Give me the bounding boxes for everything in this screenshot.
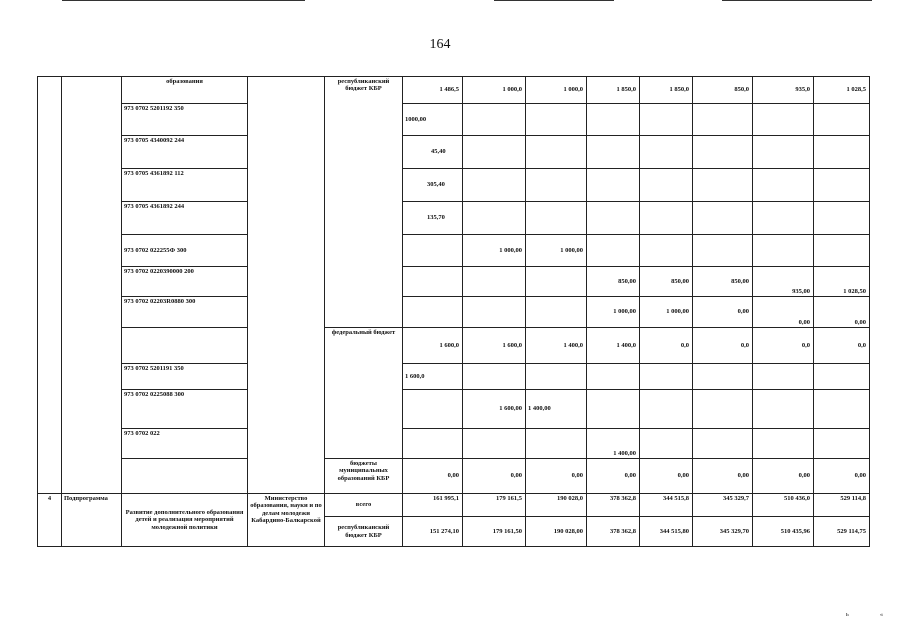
cell-value: 378 362,8 bbox=[587, 494, 640, 517]
cell-value: 1 600,0 bbox=[463, 328, 526, 364]
cell-value: 935,00 bbox=[753, 267, 814, 297]
cell-num bbox=[38, 77, 62, 104]
cell-value: 344 515,80 bbox=[640, 517, 693, 547]
cell-value: 1 000,00 bbox=[526, 235, 587, 267]
cell-value: 0,00 bbox=[753, 297, 814, 328]
cell-source: республиканский бюджет КБР bbox=[325, 77, 403, 104]
cell-value: 529 114,75 bbox=[814, 517, 870, 547]
table-row bbox=[38, 202, 870, 235]
cell-value: 510 435,96 bbox=[753, 517, 814, 547]
program-funding-table bbox=[37, 76, 870, 547]
table-row bbox=[38, 136, 870, 169]
cell-value: 1000,00 bbox=[403, 104, 463, 136]
cell-value: 378 362,8 bbox=[587, 517, 640, 547]
table-row bbox=[38, 494, 870, 517]
cell-value: 0,0 bbox=[693, 328, 753, 364]
cell-value: 0,00 bbox=[526, 459, 587, 494]
cell-value: 1 600,00 bbox=[463, 390, 526, 429]
cell-value: 510 436,0 bbox=[753, 494, 814, 517]
cell-value: 0,0 bbox=[640, 328, 693, 364]
cell-value: 1 400,0 bbox=[587, 328, 640, 364]
cell-code: 973 0702 022255Ф 300 bbox=[122, 235, 248, 267]
cell-source: республиканский бюджет КБР bbox=[325, 517, 403, 547]
cell-value: 529 114,8 bbox=[814, 494, 870, 517]
table-row bbox=[38, 364, 870, 390]
cell-value: 1 400,0 bbox=[526, 328, 587, 364]
cell-value: 0,00 bbox=[463, 459, 526, 494]
cell-value: 1 400,00 bbox=[526, 390, 587, 429]
cell-code: 973 0702 022 bbox=[122, 429, 248, 459]
cell-value: 45,40 bbox=[403, 136, 463, 169]
table-row bbox=[38, 429, 870, 459]
cell-value: 0,00 bbox=[640, 459, 693, 494]
table-row bbox=[38, 235, 870, 267]
cell-value: 0,0 bbox=[814, 328, 870, 364]
cell-code: 973 0702 5201191 350 bbox=[122, 364, 248, 390]
cell-code: образования bbox=[122, 77, 248, 104]
cell-type: Подпрограмма bbox=[62, 494, 122, 547]
cell-value: 190 028,0 bbox=[526, 494, 587, 517]
footer-mark: « bbox=[880, 612, 883, 618]
cell-value: 0,00 bbox=[693, 297, 753, 328]
cell-value: 0,00 bbox=[753, 459, 814, 494]
cell-value: 1 000,00 bbox=[587, 297, 640, 328]
cell-code: 973 0705 4361892 112 bbox=[122, 169, 248, 202]
cell-num: 4 bbox=[38, 494, 62, 547]
cell-value: 190 028,00 bbox=[526, 517, 587, 547]
cell-value: 1 000,00 bbox=[463, 235, 526, 267]
cell-value: 0,0 bbox=[753, 328, 814, 364]
cell-value: 1 028,5 bbox=[814, 77, 870, 104]
cell-value: 0,00 bbox=[693, 459, 753, 494]
cell-value: 344 515,8 bbox=[640, 494, 693, 517]
cell-value: 1 028,50 bbox=[814, 267, 870, 297]
cell-value: 1 000,0 bbox=[463, 77, 526, 104]
cell-source: федеральный бюджет bbox=[325, 328, 403, 364]
cell-name: Развитие дополнительного образования детей и реализация мероприятий молодежной политики bbox=[122, 494, 248, 547]
cell-code: 973 0702 5201192 350 bbox=[122, 104, 248, 136]
cell-value: 850,00 bbox=[693, 267, 753, 297]
page-number: 164 bbox=[429, 37, 451, 52]
cell-code: 973 0702 02203R0880 300 bbox=[122, 297, 248, 328]
cell-value: 0,00 bbox=[403, 459, 463, 494]
top-rule-right bbox=[722, 0, 872, 1]
cell-value: 1 486,5 bbox=[403, 77, 463, 104]
cell-value: 0,00 bbox=[814, 459, 870, 494]
cell-value: 179 161,50 bbox=[463, 517, 526, 547]
table-row bbox=[38, 267, 870, 297]
cell-value: 1 600,0 bbox=[403, 364, 463, 390]
cell-value: 179 161,5 bbox=[463, 494, 526, 517]
table-row bbox=[38, 104, 870, 136]
cell-value: 0,00 bbox=[587, 459, 640, 494]
table-row bbox=[38, 328, 870, 364]
cell-value: 850,0 bbox=[693, 77, 753, 104]
cell-value: 151 274,10 bbox=[403, 517, 463, 547]
footer-mark: ь bbox=[846, 612, 849, 618]
cell-org bbox=[248, 77, 325, 104]
cell-value: 1 850,0 bbox=[587, 77, 640, 104]
cell-value: 850,00 bbox=[640, 267, 693, 297]
cell-code: 973 0705 4340092 244 bbox=[122, 136, 248, 169]
cell-value: 1 850,0 bbox=[640, 77, 693, 104]
cell-value: 850,00 bbox=[587, 267, 640, 297]
cell-value: 135,70 bbox=[403, 202, 463, 235]
table-row bbox=[38, 77, 870, 104]
cell-value: 1 400,00 bbox=[587, 429, 640, 459]
cell-value: 345 329,7 bbox=[693, 494, 753, 517]
cell-value: 1 000,0 bbox=[526, 77, 587, 104]
table-row bbox=[38, 297, 870, 328]
table-row bbox=[38, 169, 870, 202]
cell-value: 161 995,1 bbox=[403, 494, 463, 517]
cell-source: бюджеты муниципальных образований КБР bbox=[325, 459, 403, 494]
cell-code: 973 0705 4361892 244 bbox=[122, 202, 248, 235]
cell-type bbox=[62, 77, 122, 104]
top-rule-left bbox=[62, 0, 305, 1]
cell-source: всего bbox=[325, 494, 403, 517]
top-rule-middle bbox=[494, 0, 614, 1]
cell-code: 973 0702 0220390000 200 bbox=[122, 267, 248, 297]
cell-value: 1 000,00 bbox=[640, 297, 693, 328]
cell-value: 305,40 bbox=[403, 169, 463, 202]
table-row bbox=[38, 390, 870, 429]
cell-value: 345 329,70 bbox=[693, 517, 753, 547]
cell-value: 1 600,0 bbox=[403, 328, 463, 364]
cell-code: 973 0702 0225088 300 bbox=[122, 390, 248, 429]
cell-org: Министерство образования, науки и по делам молодежи Кабардино-Балкарской bbox=[248, 494, 325, 547]
table-row bbox=[38, 459, 870, 494]
cell-value: 0,00 bbox=[814, 297, 870, 328]
cell-value: 935,0 bbox=[753, 77, 814, 104]
